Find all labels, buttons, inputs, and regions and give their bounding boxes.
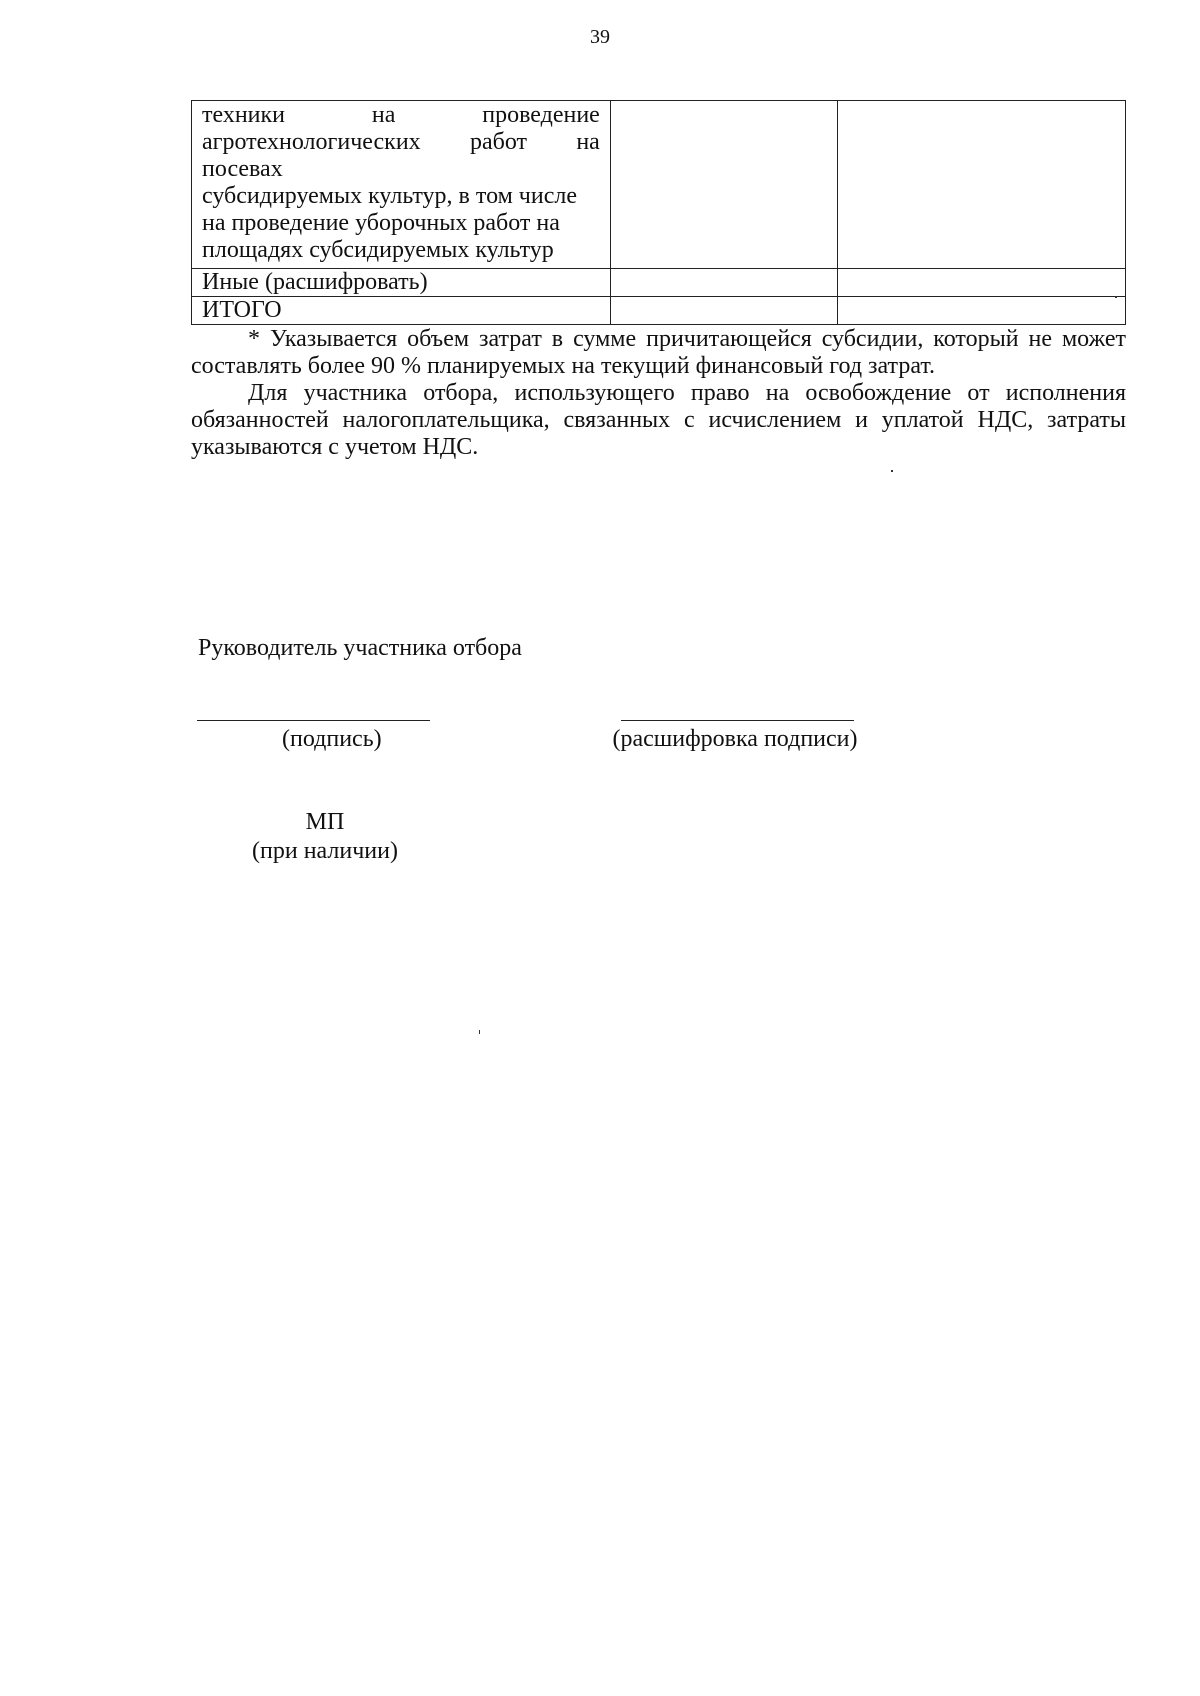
expense-label-cell bbox=[192, 101, 611, 269]
notes-block bbox=[191, 326, 1126, 461]
stamp-block bbox=[240, 808, 410, 866]
amount-cell bbox=[837, 101, 1125, 269]
scan-speck bbox=[479, 1030, 480, 1034]
label-line-justified bbox=[202, 102, 600, 129]
signature-line bbox=[197, 720, 430, 721]
amount-cell bbox=[837, 297, 1125, 325]
signer-title: Руководитель участника отбора bbox=[198, 635, 522, 661]
label-word: на bbox=[371, 102, 396, 128]
label-word: проведение bbox=[482, 102, 600, 128]
expenses-table bbox=[191, 100, 1126, 325]
amount-cell bbox=[610, 269, 837, 297]
label-line-text: субсидируемых культур, в том числе bbox=[202, 183, 577, 209]
amount-cell bbox=[610, 101, 837, 269]
decoding-caption: (расшифровка подписи) bbox=[612, 726, 858, 752]
decoding-line bbox=[621, 720, 854, 721]
amount-cell bbox=[837, 269, 1125, 297]
amount-cell bbox=[610, 297, 837, 325]
page-number: 39 bbox=[590, 26, 610, 48]
table-row bbox=[192, 101, 1126, 269]
scan-speck bbox=[891, 470, 893, 472]
footnote-text: * Указывается объем затрат в сумме причитающейся субсидии, который не может составлять более 90 % планируемых на текущий финансовый год затрат. bbox=[191, 326, 1126, 379]
label-word: техники bbox=[202, 102, 286, 128]
stamp-label: МП bbox=[305, 809, 345, 835]
table-row bbox=[192, 297, 1126, 325]
table-row bbox=[192, 269, 1126, 297]
vat-note-text: Для участника отбора, использующего право на освобождение от исполнения обязанностей налогоплательщика, связанных с исчислением и уплатой НДС, затраты указываются с учетом НДС. bbox=[191, 380, 1126, 460]
label-line: на проведение уборочных работ на bbox=[202, 210, 560, 236]
signature-caption: (подпись) bbox=[282, 726, 382, 752]
label-line: площадях субсидируемых культур bbox=[202, 237, 554, 263]
scan-speck bbox=[1115, 296, 1117, 298]
label-line-justified bbox=[202, 183, 600, 210]
label-line: агротехнологических работ на посевах bbox=[202, 129, 600, 182]
total-label-cell: ИТОГО bbox=[192, 297, 611, 325]
expense-label-cell: Иные (расшифровать) bbox=[192, 269, 611, 297]
stamp-note: (при наличии) bbox=[252, 838, 398, 864]
